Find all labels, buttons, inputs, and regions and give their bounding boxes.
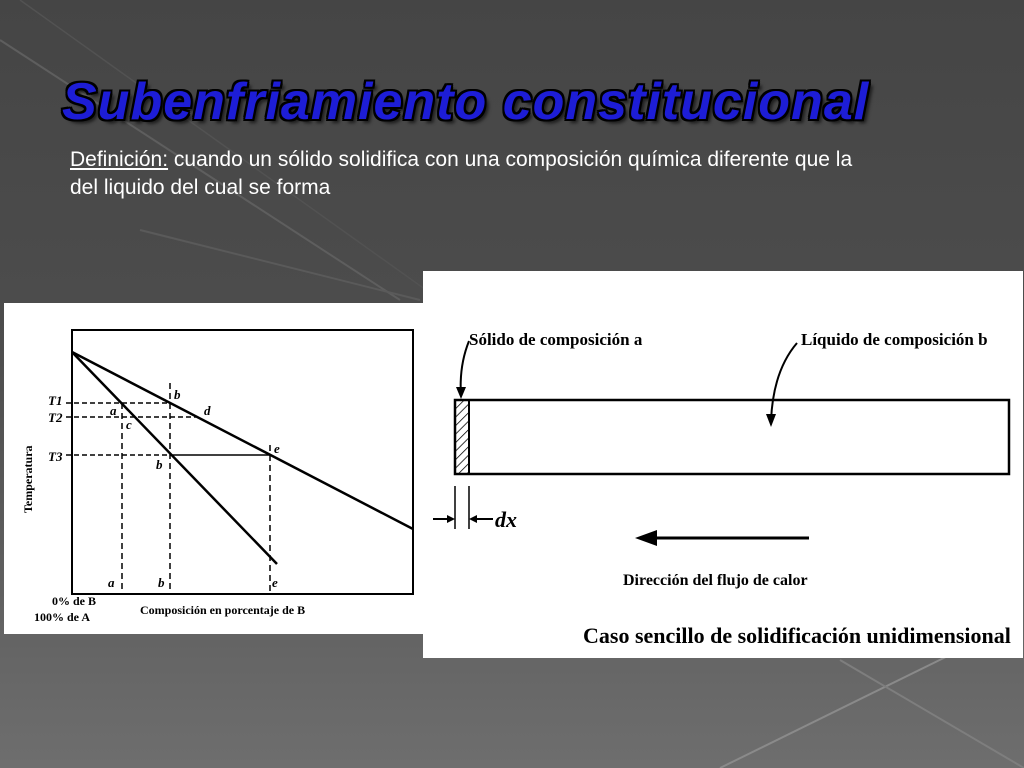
x-tick-label-a: a <box>108 575 115 590</box>
origin-label-b: 0% de B <box>52 594 97 608</box>
diagram-frame <box>72 330 413 594</box>
solid-label-arrow <box>461 341 469 395</box>
point-label-e: e <box>274 441 280 456</box>
definition-term: Definición: <box>70 148 169 171</box>
solidification-diagram-panel <box>423 271 1023 658</box>
heat-flow-arrow-head <box>635 530 657 546</box>
dx-arrow-left-head <box>447 515 455 523</box>
solidification-diagram <box>423 271 1023 658</box>
temp-label-t1: T1 <box>48 393 63 408</box>
x-tick-label-e: e <box>272 575 278 590</box>
point-label-b-top: b <box>174 387 181 402</box>
liquid-bar <box>455 400 1009 474</box>
temp-label-t2: T2 <box>48 410 63 425</box>
dx-arrow-right-head <box>469 515 477 523</box>
point-label-c: c <box>126 417 132 432</box>
slide-title: Subenfriamiento constitucional <box>62 73 870 131</box>
point-label-a: a <box>110 403 117 418</box>
definition-text: cuando un sólido solidifica con una composición química diferente que la del liquido del cual se forma <box>70 148 853 199</box>
diagram-caption: Caso sencillo de solidificación unidimensional <box>583 623 1011 648</box>
solid-arrow-head <box>456 387 466 399</box>
x-axis-label: Composición en porcentaje de B <box>140 603 306 617</box>
origin-label-a: 100% de A <box>34 610 91 624</box>
solid-label: Sólido de composición a <box>469 330 643 349</box>
phase-diagram <box>4 303 428 634</box>
y-axis-label: Temperatura <box>21 445 35 513</box>
temp-label-t3: T3 <box>48 449 63 464</box>
dx-label: dx <box>495 507 517 532</box>
heat-flow-label: Dirección del flujo de calor <box>623 572 808 589</box>
solid-layer <box>455 400 469 474</box>
phase-diagram-panel <box>4 303 428 634</box>
point-label-d: d <box>204 403 211 418</box>
liquid-label: Líquido de composición b <box>801 330 988 349</box>
liquidus-line <box>72 352 413 529</box>
definition-paragraph <box>70 146 870 202</box>
x-tick-label-b: b <box>158 575 165 590</box>
point-label-b-low: b <box>156 457 163 472</box>
solidus-line <box>72 352 277 564</box>
